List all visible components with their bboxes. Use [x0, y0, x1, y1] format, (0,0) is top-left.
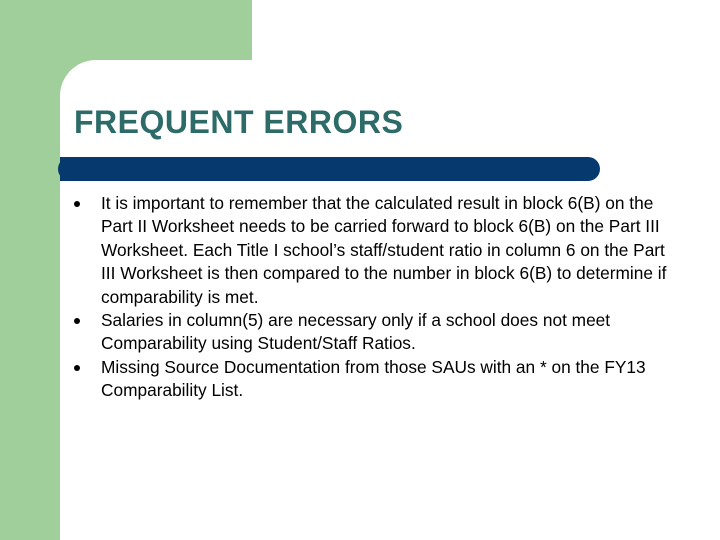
bullet-item — [74, 356, 674, 403]
bullet-dot-icon — [74, 365, 80, 371]
bullet-dot-icon — [74, 201, 80, 207]
decorative-green-strip-left — [0, 0, 60, 540]
slide-title: FREQUENT ERRORS — [74, 104, 404, 140]
bullet-text: It is important to remember that the calculated result in block 6(B) on the Part II Worksheet needs to be carried forward to block 6(B) on the Part III Worksheet. Each Title I school’s staff/student ratio in column 6 on the Part III Worksheet is then compared to the number in block 6(B) to determine if comparability is met. — [101, 193, 667, 307]
bullet-item — [74, 192, 674, 309]
bullet-text: Salaries in column(5) are necessary only if a school does not meet Comparability using Student/Staff Ratios. — [101, 310, 611, 354]
bullet-list — [74, 192, 674, 403]
bullet-item — [74, 309, 674, 356]
title-underline-bar — [60, 157, 600, 181]
bullet-dot-icon — [74, 318, 80, 324]
bullet-text: Missing Source Documentation from those SAUs with an * on the FY13 Comparability List. — [101, 356, 646, 401]
